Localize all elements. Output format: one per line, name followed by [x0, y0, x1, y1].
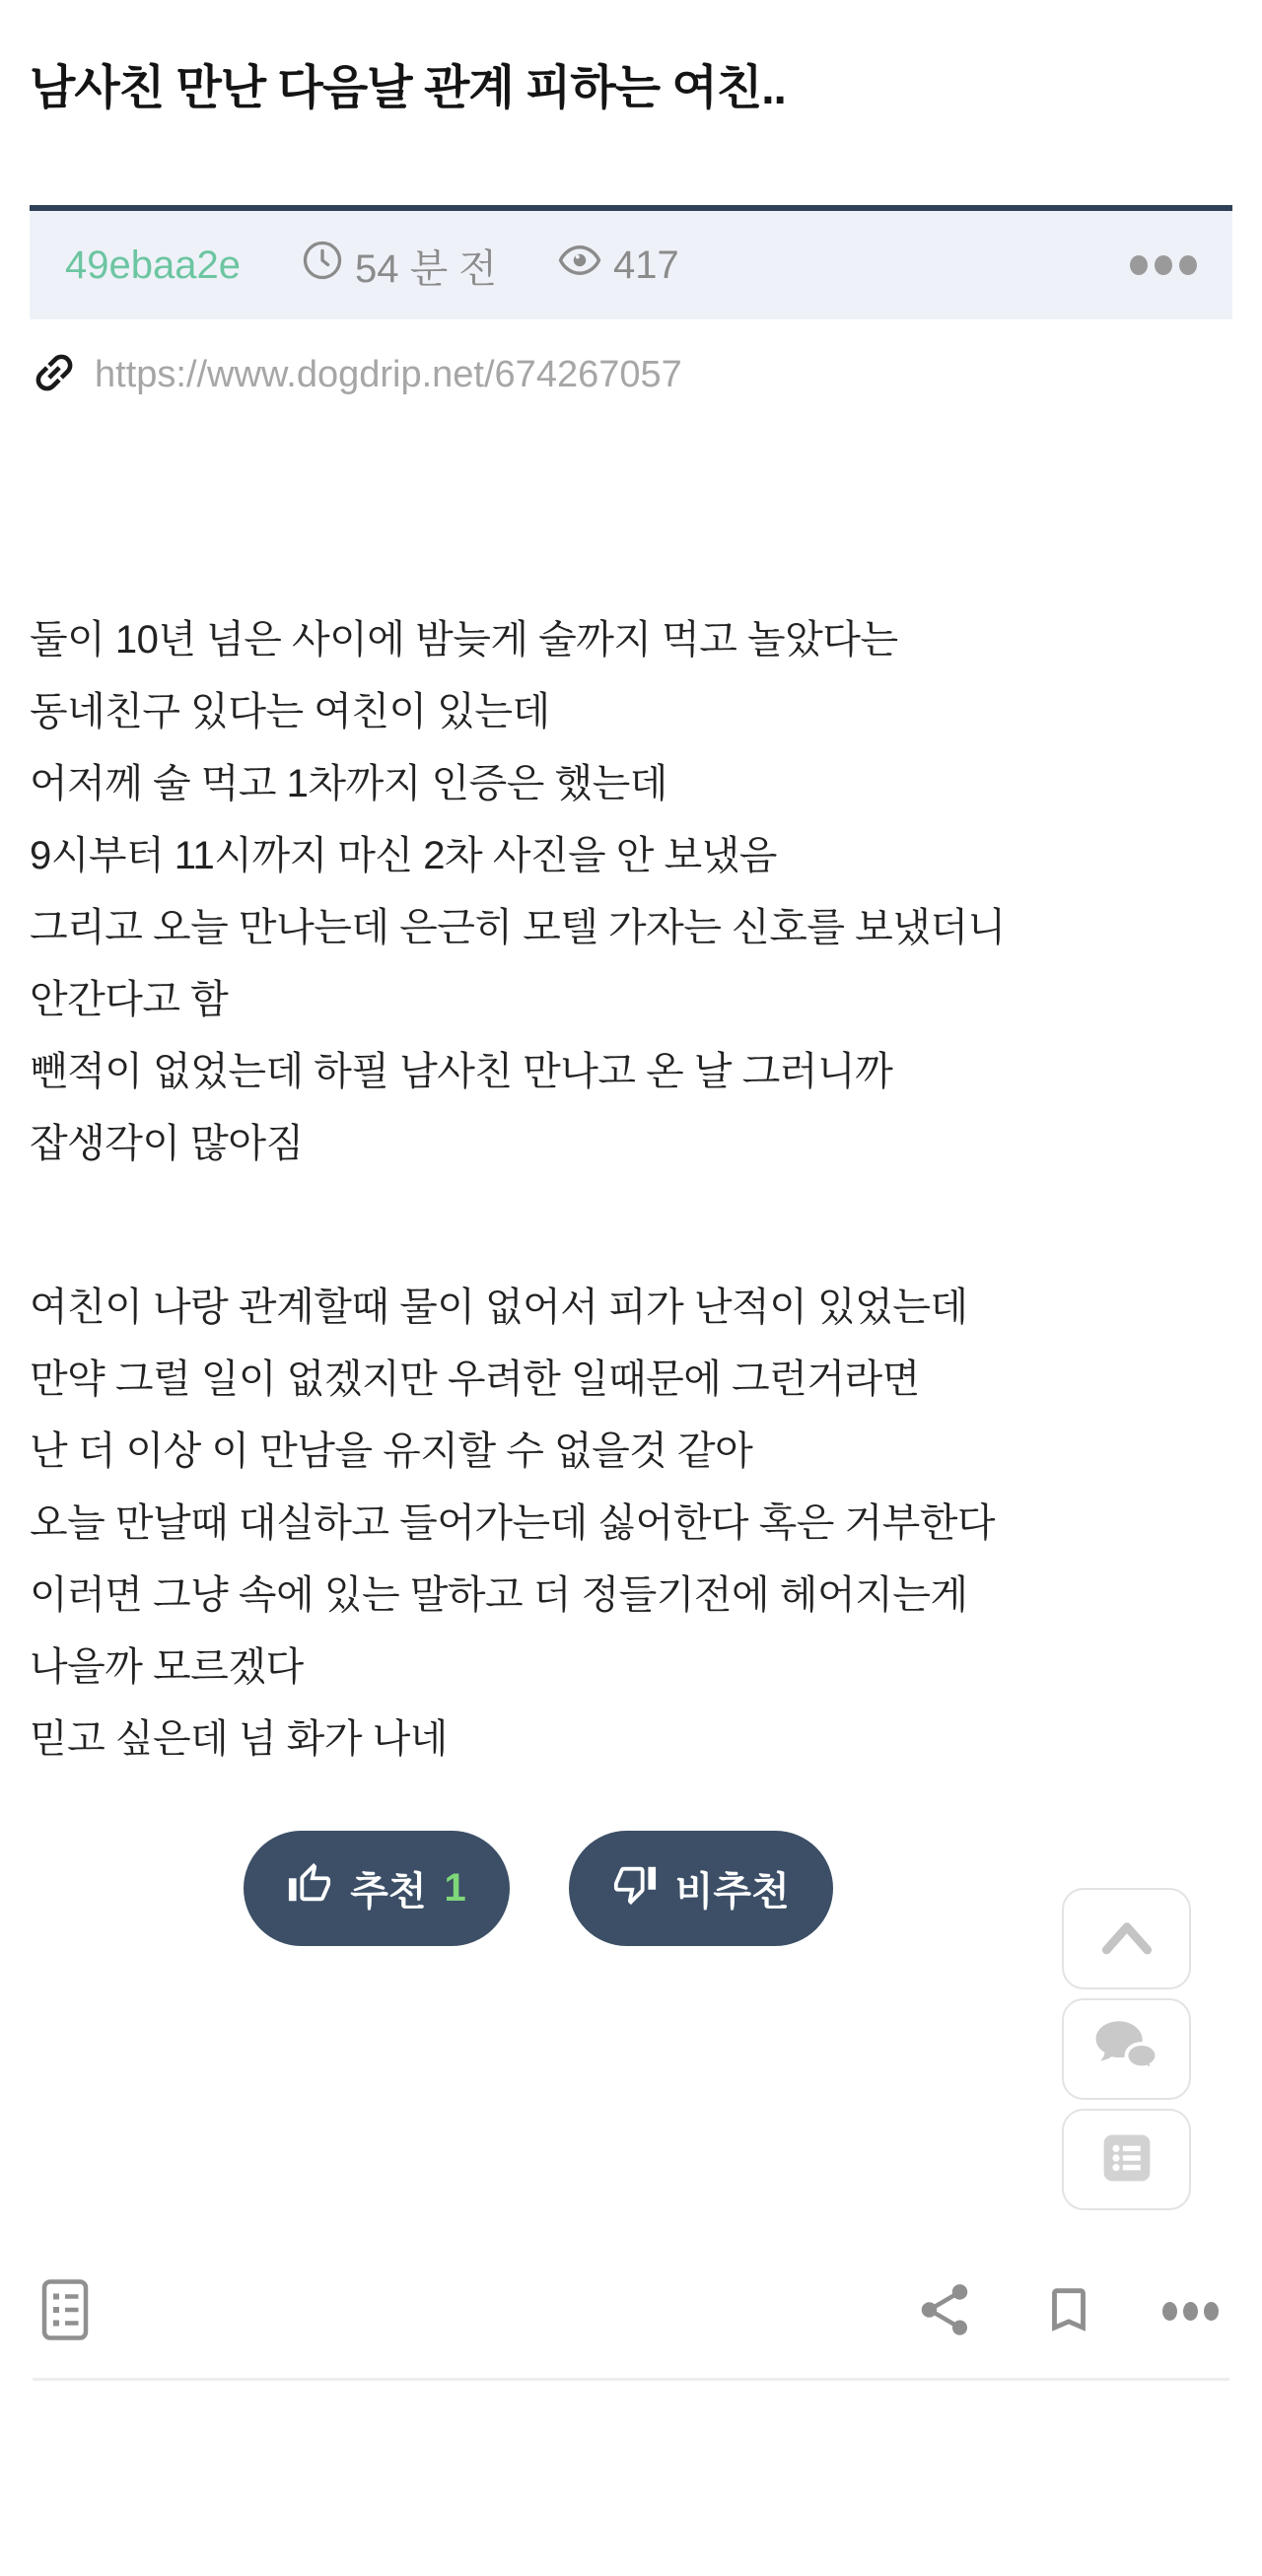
- post-text-line: 어저께 술 먹고 1차까지 인증은 했는데: [30, 762, 667, 805]
- thumbs-up-icon: [287, 1861, 332, 1916]
- bottom-toolbar: [30, 2273, 1219, 2348]
- chevron-up-icon: [1096, 1912, 1157, 1966]
- upvote-count: 1: [444, 1866, 466, 1910]
- post-text-line: 이러면 그냥 속에 있는 말하고 더 정들기전에 헤어지는게: [30, 1573, 968, 1617]
- more-options-button[interactable]: [1162, 2302, 1219, 2321]
- post-views-count: 417: [612, 243, 679, 287]
- post-text-line: 9시부터 11시까지 마신 2차 사진을 안 보냈음: [30, 834, 777, 877]
- thumbs-down-icon: [612, 1861, 658, 1916]
- more-dots-icon: [1130, 255, 1197, 275]
- bottom-divider: [33, 2378, 1229, 2381]
- author-name[interactable]: 49ebaa2e: [65, 243, 241, 287]
- more-dots-icon: [1162, 2302, 1219, 2321]
- list-view-button[interactable]: [30, 2274, 101, 2348]
- post-text-line: 난 더 이상 이 만남을 유지할 수 없을것 같아: [30, 1429, 753, 1473]
- post-text-line: 오늘 만날때 대실하고 들어가는데 싫어한다 혹은 거부한다: [30, 1501, 996, 1545]
- post-text-line: 안간다고 함: [30, 978, 229, 1021]
- post-text-line: 나을까 모르겠다: [30, 1645, 304, 1689]
- board-list-icon: [1094, 2125, 1159, 2193]
- post-text-line: 그리고 오늘 만나는데 은근히 모텔 가자는 신호를 보냈더니: [30, 906, 1006, 949]
- board-list-button[interactable]: [1062, 2109, 1191, 2210]
- bookmark-icon: [1040, 2277, 1097, 2345]
- post-time-label: 54 분 전: [354, 246, 497, 291]
- link-chain-icon: [30, 348, 95, 402]
- post-body: [30, 604, 1232, 1775]
- comments-icon: [1088, 2015, 1165, 2083]
- bookmark-button[interactable]: [1040, 2277, 1097, 2345]
- list-view-icon: [30, 2274, 101, 2348]
- toolbar-right-group: [914, 2276, 1219, 2346]
- downvote-label: 비추천: [674, 1870, 790, 1914]
- post-text-line: 뺀적이 없었는데 하필 남사친 만나고 온 날 그러니까: [30, 1050, 893, 1093]
- scroll-to-top-button[interactable]: [1062, 1888, 1191, 1989]
- post-url-text[interactable]: https://www.dogdrip.net/674267057: [95, 353, 682, 395]
- eye-icon: [558, 239, 613, 292]
- post-text-line: 둘이 10년 넘은 사이에 밤늦게 술까지 먹고 놀았다는: [30, 618, 898, 661]
- post-paragraph: [30, 604, 1232, 1180]
- post-source-link[interactable]: [30, 347, 1232, 402]
- post-views: [558, 239, 679, 292]
- downvote-button[interactable]: [569, 1831, 833, 1946]
- post-time: [302, 238, 497, 294]
- post-more-button[interactable]: [1130, 255, 1197, 275]
- post-text-line: 만약 그럴 일이 없겠지만 우려한 일때문에 그런거라면: [30, 1358, 920, 1401]
- post-text-line: 동네친구 있다는 여친이 있는데: [30, 690, 550, 733]
- post-text-line: 여친이 나랑 관계할때 물이 없어서 피가 난적이 있었는데: [30, 1286, 968, 1329]
- share-icon: [914, 2276, 975, 2346]
- post-text-line: 잡생각이 많아짐: [30, 1122, 304, 1165]
- post-title: 남사친 만난 다음날 관계 피하는 여친..: [30, 62, 786, 114]
- upvote-button[interactable]: [244, 1831, 510, 1946]
- post-paragraph: [30, 1272, 1232, 1775]
- upvote-label: 추천: [350, 1870, 427, 1914]
- share-button[interactable]: [914, 2276, 975, 2346]
- post-meta-bar: [30, 205, 1232, 319]
- vote-row: [30, 1831, 1232, 1946]
- comments-button[interactable]: [1062, 1998, 1191, 2100]
- clock-icon: [302, 240, 355, 291]
- floating-nav: [1062, 1888, 1191, 2210]
- post-text-line: 믿고 싶은데 넘 화가 나네: [30, 1717, 448, 1761]
